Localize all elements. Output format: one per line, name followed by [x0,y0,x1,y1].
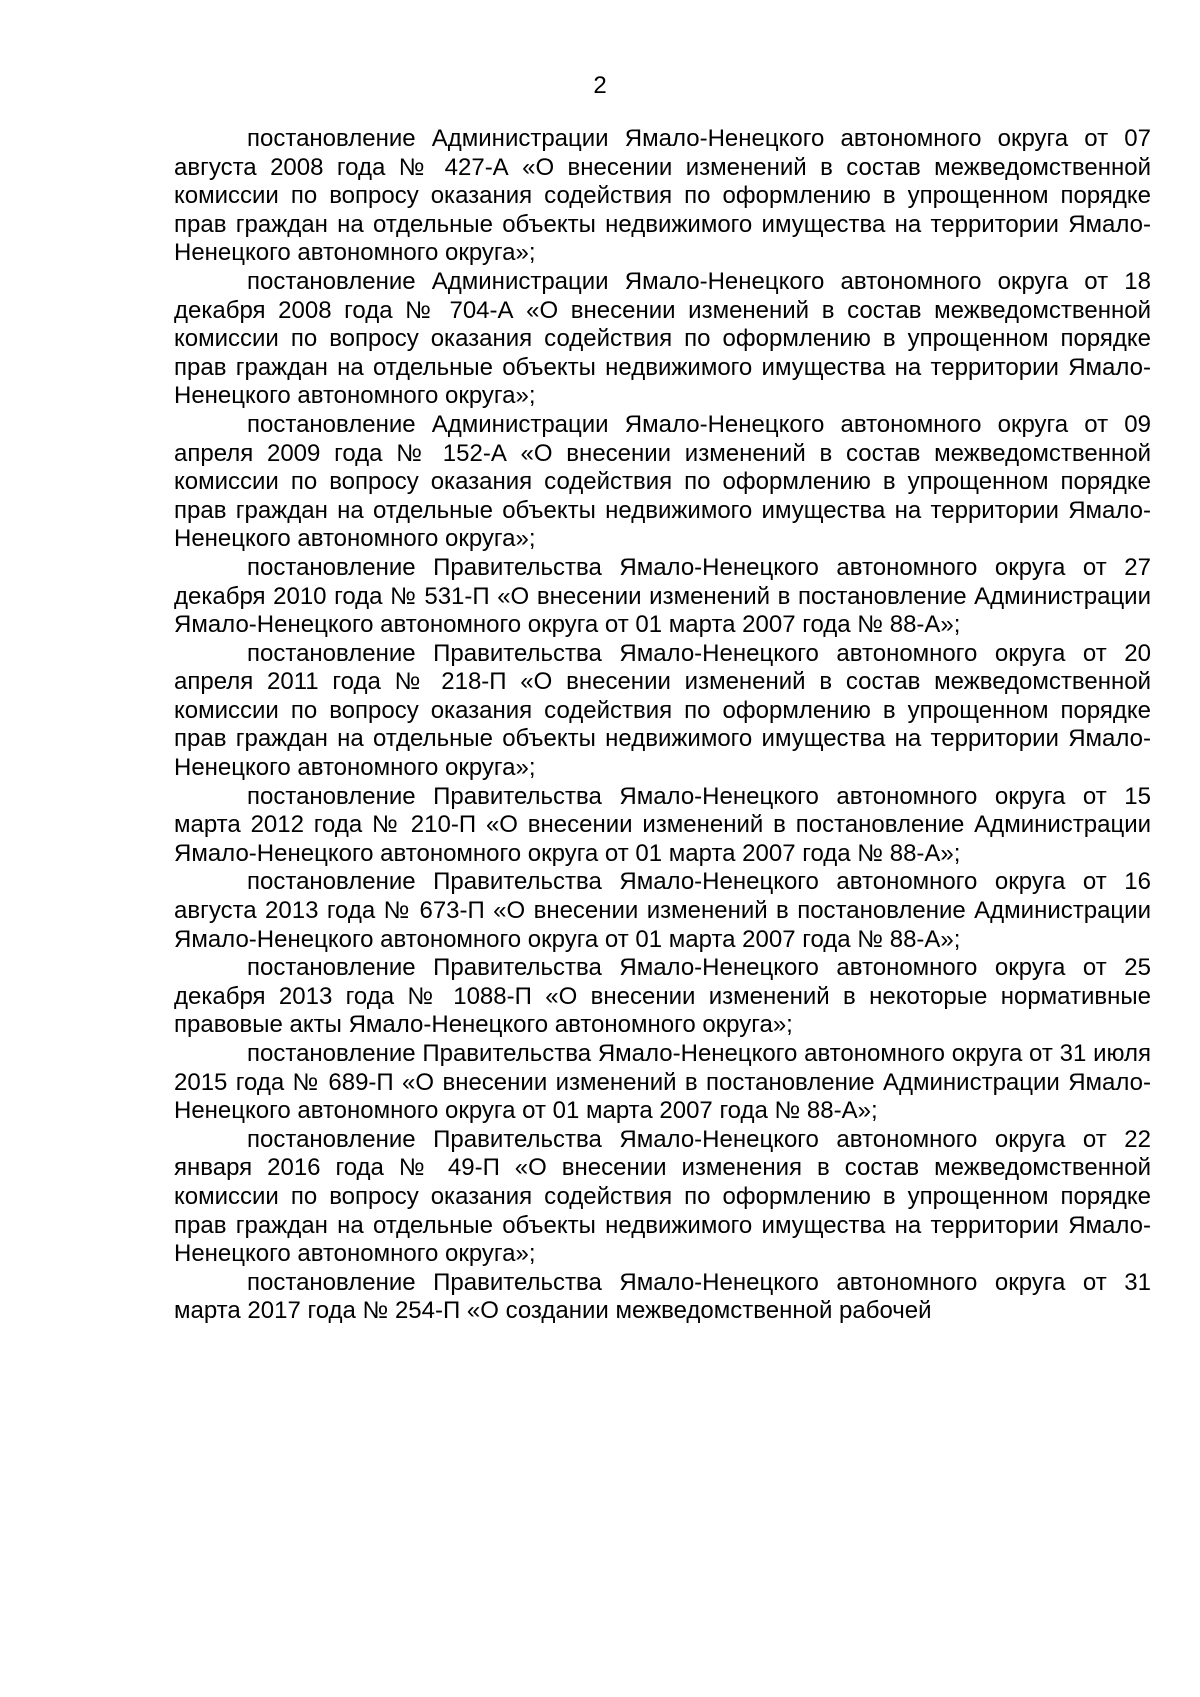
paragraph: постановление Администрации Ямало-Ненецкого автономного округа от 09 апреля 2009 года № 152-А «О внесении изменений в состав межведомственной комиссии по вопросу оказания содействия по оформлению в упрощенном порядке прав граждан на отдельные объекты недвижимого имущества на территории Ямало-Ненецкого автономного округа»; [174,410,1151,553]
paragraph: постановление Правительства Ямало-Ненецкого автономного округа от 20 апреля 2011 года № 218-П «О внесении изменений в состав межведомственной комиссии по вопросу оказания содействия по оформлению в упрощенном порядке прав граждан на отдельные объекты недвижимого имущества на территории Ямало-Ненецкого автономного округа»; [174,639,1151,782]
paragraph: постановление Правительства Ямало-Ненецкого автономного округа от 27 декабря 2010 года № 531-П «О внесении изменений в постановление Администрации Ямало-Ненецкого автономного округа от 01 марта 2007 года № 88-А»; [174,553,1151,639]
paragraph: постановление Правительства Ямало-Ненецкого автономного округа от 15 марта 2012 года № 210-П «О внесении изменений в постановление Администрации Ямало-Ненецкого автономного округа от 01 марта 2007 года № 88-А»; [174,782,1151,867]
paragraph: постановление Администрации Ямало-Ненецкого автономного округа от 18 декабря 2008 года № 704-А «О внесении изменений в состав межведомственной комиссии по вопросу оказания содействия по оформлению в упрощенном порядке прав граждан на отдельные объекты недвижимого имущества на территории Ямало-Ненецкого автономного округа»; [174,267,1151,410]
paragraph: постановление Правительства Ямало-Ненецкого автономного округа от 31 марта 2017 года № 254-П «О создании межведомственной рабочей [174,1268,1151,1325]
paragraph: постановление Правительства Ямало-Ненецкого автономного округа от 25 декабря 2013 года № 1088-П «О внесении изменений в некоторые нормативные правовые акты Ямало-Ненецкого автономного округа»; [174,954,1151,1039]
paragraph: постановление Администрации Ямало-Ненецкого автономного округа от 07 августа 2008 года № 427-А «О внесении изменений в состав межведомственной комиссии по вопросу оказания содействия по оформлению в упрощенном порядке прав граждан на отдельные объекты недвижимого имущества на территории Ямало-Ненецкого автономного округа»; [174,125,1151,267]
document-body [174,125,1151,1326]
paragraph: постановление Правительства Ямало-Ненецкого автономного округа от 31 июля 2015 года № 689-П «О внесении изменений в постановление Администрации Ямало-Ненецкого автономного округа от 01 марта 2007 года № 88-А»; [174,1040,1151,1125]
paragraph: постановление Правительства Ямало-Ненецкого автономного округа от 16 августа 2013 года № 673-П «О внесении изменений в постановление Администрации Ямало-Ненецкого автономного округа от 01 марта 2007 года № 88-А»; [174,868,1151,953]
paragraph: постановление Правительства Ямало-Ненецкого автономного округа от 22 января 2016 года № 49-П «О внесении изменения в состав межведомственной комиссии по вопросу оказания содействия по оформлению в упрощенном порядке прав граждан на отдельные объекты недвижимого имущества на территории Ямало-Ненецкого автономного округа»; [174,1125,1151,1268]
page-number: 2 [593,72,607,99]
